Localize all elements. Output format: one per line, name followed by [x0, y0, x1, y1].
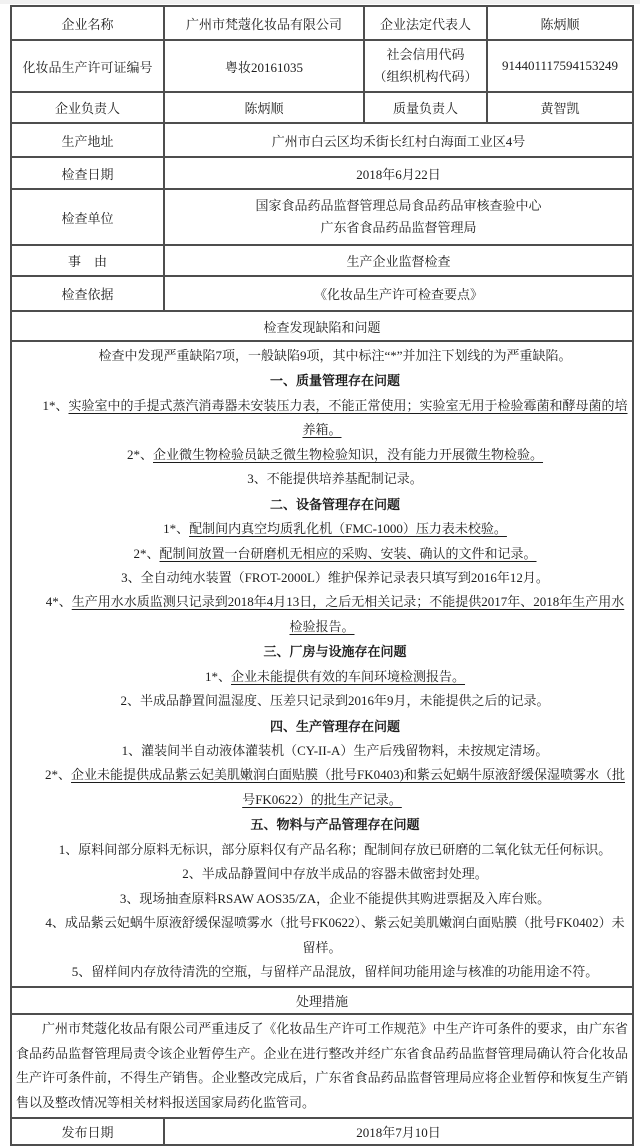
inspection-report-table [10, 5, 634, 1146]
defect-item [16, 394, 628, 443]
defect-item-text: 不能提供培养基配制记录。 [266, 471, 423, 487]
subject-label: 事 由 [11, 245, 164, 276]
inspection-date-value: 2018年6月22日 [164, 157, 633, 189]
basis-label: 检查依据 [11, 276, 164, 311]
publish-date-label: 发布日期 [11, 1118, 164, 1145]
defects-header: 检查发现缺陷和问题 [11, 311, 633, 341]
defect-item-number: 1*、 [42, 397, 69, 413]
defect-item [16, 566, 628, 590]
defect-section-title: 三、厂房与设施存在问题 [263, 644, 407, 660]
defect-item-text: 配制间内真空均质乳化机（FMC-1000）压力表未校验。 [189, 521, 507, 537]
row-address [11, 123, 633, 157]
defect-item-text: 生产用水水质监测只记录到2018年4月13日，之后无相关记录；不能提供2017年、2018年生产用水检验报告。 [71, 594, 625, 634]
row-inspection-unit [11, 189, 633, 245]
defect-item-text: 实验室中的手提式蒸汽消毒器未安装压力表，不能正常使用；实验室无用于检验霉菌和酵母菌的培养箱。 [68, 397, 628, 438]
company-name-value: 广州市梵蔻化妆品有限公司 [164, 6, 364, 40]
row-inspection-date [11, 157, 633, 189]
defect-item-text: 企业微生物检验员缺乏微生物检验知识，没有能力开展微生物检验。 [153, 446, 544, 462]
defect-item-number: 1*、 [163, 521, 190, 537]
quality-head-value: 黄智凯 [487, 92, 633, 123]
defect-item-number: 2、 [120, 693, 140, 709]
defect-item [16, 960, 628, 984]
page-top-strip [0, 0, 640, 4]
row-basis [11, 276, 633, 311]
row-license [11, 40, 633, 92]
row-measures-header [11, 987, 633, 1014]
defect-item-text: 原料间部分原料无标识，部分原料仅有产品名称；配制间存放已研磨的二氧化钛无任何标识。 [78, 841, 612, 857]
defect-item [16, 763, 628, 812]
defect-item-number: 1、 [121, 743, 142, 758]
defect-item-text: 全自动纯水装置（FROT-2000L）维护保养记录表只填写到2016年12月。 [140, 569, 549, 585]
credit-code-value: 914401117594153249 [487, 40, 633, 92]
defect-item [16, 590, 628, 639]
legal-rep-value: 陈炳顺 [487, 6, 633, 40]
defect-item [16, 838, 628, 862]
defect-item [16, 443, 628, 467]
company-head-label: 企业负责人 [11, 92, 164, 123]
publish-date-value: 2018年7月10日 [164, 1118, 633, 1145]
row-defects-body [11, 341, 633, 987]
inspection-unit-value [164, 189, 633, 245]
defect-item-text: 留样间内存放待清洗的空瓶，与留样产品混放，留样间功能用途与核准的功能用途不符。 [91, 963, 599, 979]
defect-item-text: 企业未能提供有效的车间环境检测报告。 [231, 668, 466, 684]
subject-value: 生产企业监督检查 [164, 245, 633, 276]
defect-item-number: 4*、 [45, 594, 72, 610]
measures-header: 处理措施 [11, 987, 633, 1014]
defect-item-text: 配制间放置一台研磨机无相应的采购、安装、确认的文件和记录。 [159, 545, 537, 561]
defects-body [11, 341, 633, 987]
defect-item [16, 542, 628, 566]
address-value: 广州市白云区均禾街长红村白海面工业区4号 [164, 123, 633, 157]
defect-section-title: 四、生产管理存在问题 [269, 718, 400, 734]
defect-item-number: 2、 [182, 866, 202, 882]
credit-code-label-line1: 社会信用代码 [386, 46, 465, 62]
row-responsible [11, 92, 633, 123]
measures-paragraph: 广州市梵蔻化妆品有限公司严重违反了《化妆品生产许可工作规范》中生产许可条件的要求，由广东省食品药品监督管理局责令该企业暂停生产。企业在进行整改并经广东省食品药品监督管理局确认符合化妆品生产许可条件前，不得生产销售。企业整改完成后，广东省食品药品监督管理局应将企业暂停和恢复生产销售以及整改情况等相关材料报送国家局药化监管司。 [16, 1021, 628, 1110]
defect-item-text: 成品紫云妃蜗牛原液舒缓保湿喷雾水（批号FK0622）、紫云妃美肌嫩润白面贴膜（批号FK0402）未留样。 [64, 915, 625, 955]
defect-section-title: 五、物料与产品管理存在问题 [250, 817, 420, 833]
defect-item-text: 灌装间半自动液体灌装机（CY-II-A）生产后残留物料，未按规定清场。 [141, 743, 549, 758]
defect-item-text: 半成品静置间温湿度、压差只记录到2016年9月，未能提供之后的记录。 [140, 693, 550, 709]
inspection-unit-label: 检查单位 [11, 189, 164, 245]
quality-head-label: 质量负责人 [364, 92, 487, 123]
defect-item-number: 4、 [45, 915, 65, 931]
license-number-value: 粤妆20161035 [164, 40, 364, 92]
defect-item-number: 1、 [58, 841, 79, 857]
address-label: 生产地址 [11, 123, 164, 157]
defect-item-text: 现场抽查原料RSAW AOS35/ZA，企业不能提供其购进票据及入库台账。 [139, 890, 551, 906]
credit-code-label-line2: （组织机构代码） [373, 69, 478, 84]
defect-item-text: 企业未能提供成品紫云妃美肌嫩润白面贴膜（批号FK0403)和紫云妃蜗牛原液舒缓保湿喷雾水（批号FK0622）的批生产记录。 [71, 767, 625, 807]
defect-section-title: 二、设备管理存在问题 [269, 496, 400, 512]
inspection-unit-line2: 广东省食品药品监督管理局 [320, 220, 477, 235]
defect-item-number: 3、 [119, 890, 140, 906]
defect-item-number: 5、 [71, 963, 92, 979]
defect-section-title: 一、质量管理存在问题 [269, 373, 400, 389]
legal-rep-label: 企业法定代表人 [364, 6, 487, 40]
row-defects-header [11, 311, 633, 341]
row-subject [11, 245, 633, 276]
defects-intro: 检查中发现严重缺陷7项，一般缺陷9项，其中标注“*”并加注下划线的为严重缺陷。 [98, 348, 572, 363]
defect-item-number: 2*、 [126, 446, 153, 462]
defect-item [16, 911, 628, 960]
defect-sections [16, 369, 628, 984]
defect-item-number: 3、 [121, 569, 141, 585]
inspection-unit-line1: 国家食品药品监督管理总局食品药品审核查验中心 [255, 197, 542, 213]
defect-item-number: 3、 [247, 471, 267, 487]
defect-item-number: 2*、 [133, 545, 160, 561]
row-measures-body [11, 1014, 633, 1118]
defect-item-text: 半成品静置间中存放半成品的容器未做密封处理。 [201, 866, 488, 882]
defect-item [16, 467, 628, 491]
credit-code-label [364, 40, 487, 92]
defect-item [16, 739, 628, 763]
company-name-label: 企业名称 [11, 6, 164, 40]
defect-item [16, 689, 628, 713]
defect-item-number: 2*、 [45, 767, 72, 783]
defect-item [16, 517, 628, 541]
defect-item-number: 1*、 [204, 668, 231, 684]
row-company [11, 6, 633, 40]
defect-item [16, 887, 628, 911]
basis-value: 《化妆品生产许可检查要点》 [164, 276, 633, 311]
row-publish-date [11, 1118, 633, 1145]
inspection-date-label: 检查日期 [11, 157, 164, 189]
company-head-value: 陈炳顺 [164, 92, 364, 123]
license-number-label: 化妆品生产许可证编号 [11, 40, 164, 92]
defect-item [16, 665, 628, 689]
measures-body [11, 1014, 633, 1118]
defect-item [16, 862, 628, 886]
